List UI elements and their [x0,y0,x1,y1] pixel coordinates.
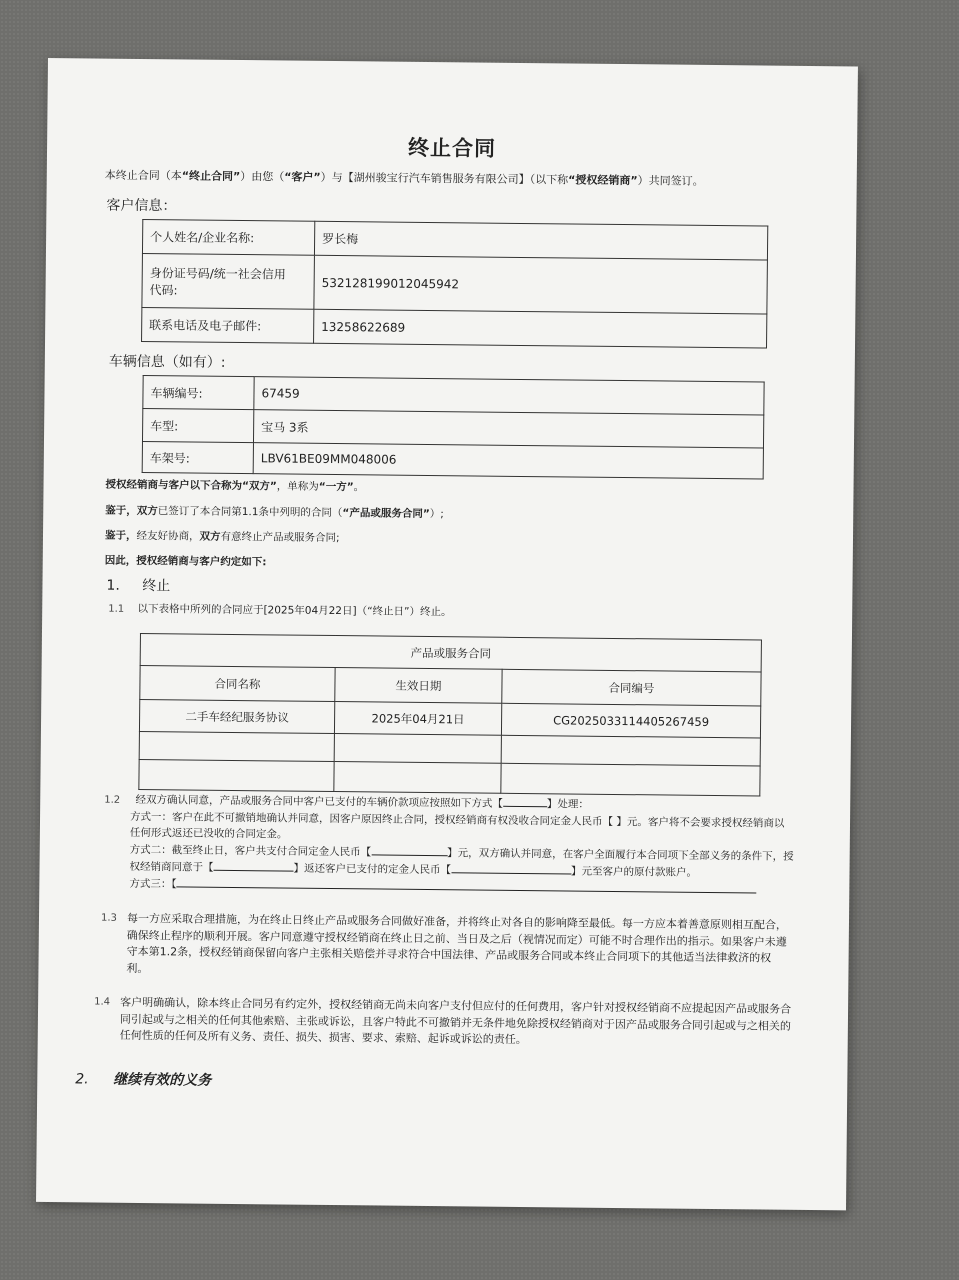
intro-text: ）与【湖州骏宝行汽车销售服务有限公司】（以下称 [320,170,569,187]
vehicle-no-value: 67459 [254,377,764,415]
table-cell [334,762,501,794]
blank-field [371,843,447,856]
vehicle-info-heading: 车辆信息（如有）: [108,353,226,371]
table-cell [139,731,334,761]
clause-text: 每一方应采取合理措施，为在终止日终止产品或服务合同做好准备，并将终止对各自的影响降至最低。每一方应本着善意原则相互配合，确保终止程序的顺利开展。客户同意遵守授权经销商在终止日之前、当日及之后（视情况而定）可能不时合理作出的指示。如果客户未遵守本第1.2条，授权经销商保留向客户主张相关赔偿并寻求符合中国法律、产品或服务合同或本终止合同项下的其他适当法律救济的权利。 [126,911,788,975]
clause-text: 以下表格中所列的合同应于[2025年04月22日]（“终止日”）终止。 [137,602,452,619]
option-text: 】元至客户的原付款账户。 [570,865,698,879]
phone-label: 联系电话及电子邮件: [142,307,314,343]
vehicle-model-value: 宝马 3系 [253,410,763,448]
recital-2 [105,503,444,523]
blank-field [451,861,571,874]
name-label: 个人姓名/企业名称: [142,220,314,256]
contracts-table-caption: 产品或服务合同 [140,634,761,673]
recital-text: ）; [429,508,444,521]
intro-term: “授权经销商” [568,173,638,188]
intro-term: “终止合同” [181,169,241,184]
clause-text: 】处理： [546,798,590,811]
table-cell [501,763,760,796]
intro-text: ）由您（ [240,170,285,184]
vin-label: 车架号: [142,442,253,474]
table-cell [501,735,760,766]
clause-1-3 [100,911,793,984]
recital-3 [105,528,340,546]
customer-info-heading: 客户信息： [106,197,177,215]
recital-term: “双方” [241,480,277,493]
clause-1-2 [103,791,794,899]
option-label: 方式一： [129,810,173,824]
table-cell [139,759,334,791]
recital-term: “一方” [318,480,354,494]
recital-text: 鉴于， [105,504,137,517]
vehicle-no-label: 车辆编号: [143,376,254,410]
section-2-heading [75,1068,211,1089]
vehicle-info-table [142,375,765,480]
id-label-line: 身份证号码/统一社会信用 [149,265,286,282]
phone-value: 13258622689 [314,309,767,348]
id-label-line: 代码: [149,282,178,297]
recital-text: 。 [353,481,365,494]
recital-text: 已签订了本合同第1.1条中列明的合同（ [157,505,343,520]
recital-term: 双方 [136,504,158,518]
section-title: 继续有效的义务 [113,1071,212,1089]
table-cell [334,734,501,764]
column-header: 生效日期 [335,668,502,704]
recital-text: 鉴于， [104,529,137,542]
recital-text: 经友好协商， [136,529,200,543]
section-title: 终止 [142,578,171,595]
page-title: 终止合同 [407,135,497,161]
section-number: 1. [106,577,120,594]
id-label [142,253,315,309]
blank-field [213,859,293,872]
clause-text: 客户明确确认，除本终止合同另有约定外，授权经销商无尚未向客户支付但应付的任何费用，客户针对授权经销商不应提起因产品或服务合同引起或与之相关的任何其他索赔、主张或诉讼，且客户特此不可撤销并无条件地免除授权经销商对于因产品或服务合同引起或与之相关的任何性质的任何及所有义务、责任、损失、损害、要求、索赔、起诉或诉讼的责任。 [119,995,792,1047]
recital-term: “产品或服务合同” [342,507,430,521]
table-row [139,759,760,796]
vehicle-model-label: 车型: [142,409,253,443]
clause-number: 1.3 [100,912,117,924]
column-header: 合同编号 [502,669,761,706]
clause-number: 1.2 [104,794,121,806]
option-text: 客户在此不可撤销地确认并同意，因客户原因终止合同，授权经销商有权没收合同定金人民币【 】元。客户将不会要求授权经销商以任何形式返还已没收的合同定金。 [129,811,785,841]
table-cell: 2025年04月21日 [334,702,501,736]
blank-field [503,795,547,807]
clause-number: 1.1 [108,603,125,615]
clause-text: 经双方确认同意，产品或服务合同中客户已支付的车辆价款项应按照如下方式【 [135,793,504,810]
table-cell: CG2025033114405267459 [501,703,760,738]
option-text: 】返还客户已支付的定金人民币【 [293,862,452,877]
intro-text: ）共同签订。 [637,174,704,188]
table-cell: 二手车经纪服务协议 [139,699,334,733]
table-row [142,442,763,480]
vin-value: LBV61BE09MM048006 [253,443,763,479]
table-row [142,253,768,314]
section-1-heading [106,575,170,596]
recital-4: 因此，授权经销商与客户约定如下: [104,554,267,569]
column-header: 合同名称 [140,665,335,701]
intro-paragraph [105,167,704,189]
intro-text: 本终止合同（本 [104,168,182,183]
contracts-table [138,633,762,797]
clause-number: 1.4 [94,996,111,1008]
option-label: 方式二： [129,843,172,857]
intro-term: “客户” [284,170,321,184]
option-text: 】元，双方确认并同意，在客户全面履行本合同项下全部义务的条件下，授权经销商同意于【 [129,847,794,874]
clause-1-1 [108,601,451,622]
name-value: 罗长梅 [314,221,767,260]
contract-page [36,58,858,1210]
id-value: 532128199012045942 [314,255,768,314]
section-number: 2. [75,1071,89,1088]
recital-text: ，单称为 [276,480,319,493]
option-text: 截至终止日，客户共支付合同定金人民币【 [171,844,372,859]
clause-1-4 [94,995,796,1052]
recital-text: 授权经销商与客户以下合称为 [105,478,243,493]
table-row [142,307,767,348]
recital-term: 双方 [199,530,221,543]
recital-1 [105,477,364,496]
customer-info-table [141,219,768,349]
option-label: 方式三：【 [129,877,177,891]
recital-text: 有意终止产品或服务合同; [220,530,340,545]
